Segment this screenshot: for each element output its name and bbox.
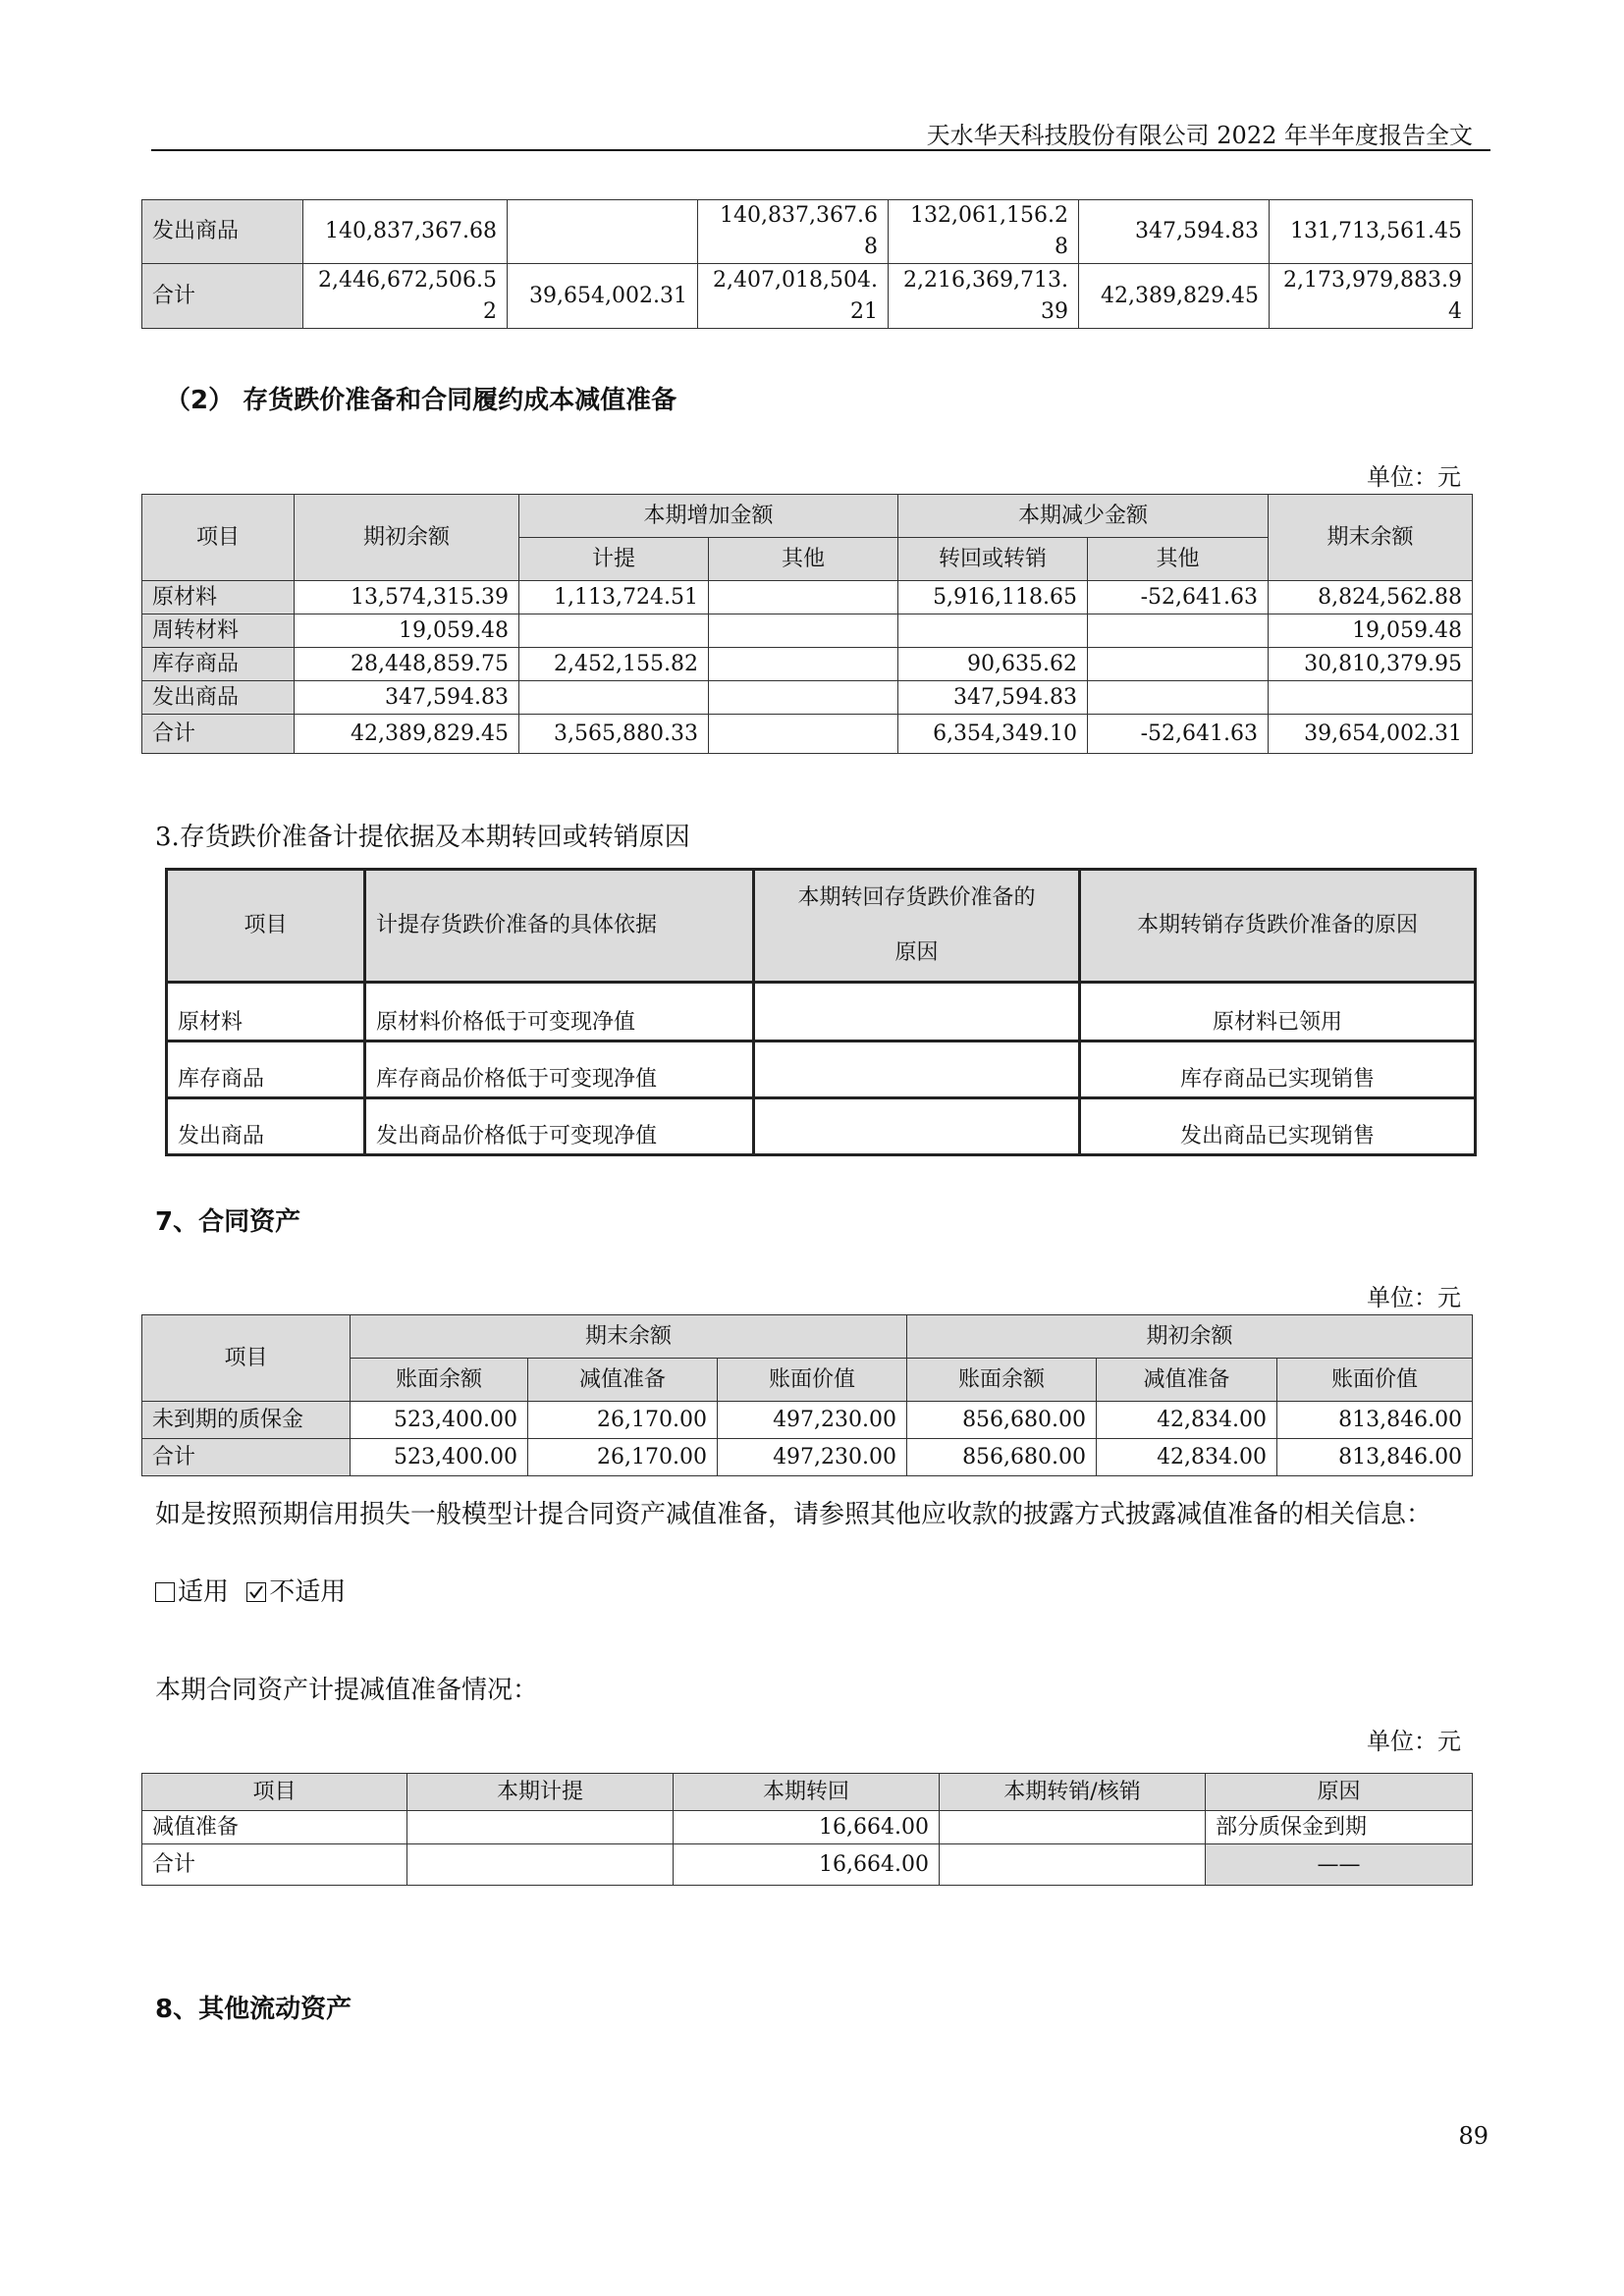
- header-closing: 期末余额: [1269, 495, 1473, 581]
- header-book-balance: 账面余额: [907, 1359, 1097, 1402]
- table-cell: 13,574,315.39: [295, 581, 519, 614]
- table-cell: 2,216,369,713.39: [889, 264, 1079, 329]
- header-reversal-line1: 本期转回存货跌价准备的: [797, 885, 1036, 910]
- table-cell: 497,230.00: [718, 1402, 907, 1439]
- table-cell: 16,664.00: [674, 1844, 940, 1886]
- header-book-balance: 账面余额: [351, 1359, 528, 1402]
- header-basis: 计提存货跌价准备的具体依据: [365, 870, 754, 983]
- inventory-impairment-table: [141, 494, 1473, 754]
- header-reversal-reason: [754, 870, 1080, 983]
- row-label: 合计: [142, 264, 303, 329]
- table-cell: [940, 1844, 1206, 1886]
- table-cell: 140,837,367.68: [698, 200, 889, 264]
- row-label: 库存商品: [142, 648, 295, 681]
- contract-assets-table: [141, 1314, 1473, 1476]
- table-row: [142, 1402, 1473, 1439]
- page-number: 89: [1458, 2122, 1489, 2150]
- table-cell: [709, 614, 898, 648]
- table-row: [142, 1844, 1473, 1886]
- table-cell: 131,713,561.45: [1270, 200, 1473, 264]
- header-reversal: 转回或转销: [898, 538, 1088, 581]
- header-item: 项目: [142, 1315, 351, 1402]
- table-cell: 347,594.83: [295, 681, 519, 715]
- row-label: 减值准备: [142, 1811, 407, 1844]
- table-row: [142, 200, 1473, 264]
- checkbox-checked-icon[interactable]: [246, 1582, 266, 1602]
- table-cell: [709, 648, 898, 681]
- table-cell: 523,400.00: [351, 1402, 528, 1439]
- unit-label: 单位：元: [1367, 1284, 1461, 1311]
- table-cell: 30,810,379.95: [1269, 648, 1473, 681]
- header-writeoff-reason: 本期转销存货跌价准备的原因: [1080, 870, 1476, 983]
- table-row: [142, 264, 1473, 329]
- table-cell: 2,446,672,506.52: [303, 264, 508, 329]
- table-row: [167, 1098, 1476, 1155]
- option-not-applicable: 不适用: [269, 1577, 347, 1607]
- header-decrease: 本期减少金额: [898, 495, 1269, 538]
- header-opening: 期初余额: [907, 1315, 1473, 1359]
- table-cell: 813,846.00: [1277, 1402, 1473, 1439]
- table-cell: [898, 614, 1088, 648]
- table-cell: 856,680.00: [907, 1402, 1097, 1439]
- table-cell: 库存商品价格低于可变现净值: [365, 1041, 754, 1098]
- row-label: 未到期的质保金: [142, 1402, 351, 1439]
- impairment-status-intro: 本期合同资产计提减值准备情况：: [155, 1676, 539, 1705]
- header-book-value: 账面价值: [718, 1359, 907, 1402]
- table-row: [142, 614, 1473, 648]
- table-cell: [709, 715, 898, 754]
- table-cell: 发出商品已实现销售: [1080, 1098, 1476, 1155]
- table-cell: 90,635.62: [898, 648, 1088, 681]
- table-cell: [519, 614, 709, 648]
- header-provision: 计提: [519, 538, 709, 581]
- table-cell: [709, 681, 898, 715]
- table-cell: 42,834.00: [1097, 1402, 1277, 1439]
- table-row: [142, 1811, 1473, 1844]
- row-label: 原材料: [142, 581, 295, 614]
- header-other: 其他: [709, 538, 898, 581]
- header-increase: 本期增加金额: [519, 495, 898, 538]
- table-cell: [519, 681, 709, 715]
- table-cell: 8,824,562.88: [1269, 581, 1473, 614]
- row-label: 原材料: [167, 983, 365, 1041]
- table-cell: [754, 1098, 1080, 1155]
- header-item: 项目: [167, 870, 365, 983]
- table-cell: 813,846.00: [1277, 1439, 1473, 1476]
- header-reversal: 本期转回: [674, 1774, 940, 1811]
- inventory-continued-table: [141, 199, 1473, 329]
- header-other: 其他: [1088, 538, 1269, 581]
- table-cell: 部分质保金到期: [1206, 1811, 1473, 1844]
- table-cell: 28,448,859.75: [295, 648, 519, 681]
- applicability-options: [155, 1573, 346, 1612]
- table-cell: 2,173,979,883.94: [1270, 264, 1473, 329]
- table-cell: 6,354,349.10: [898, 715, 1088, 754]
- table-cell: [1088, 648, 1269, 681]
- header-book-value: 账面价值: [1277, 1359, 1473, 1402]
- option-applicable: 适用: [178, 1577, 230, 1607]
- impairment-basis-table: [165, 868, 1477, 1156]
- row-label: 发出商品: [142, 681, 295, 715]
- table-cell: [754, 983, 1080, 1041]
- table-row: [167, 1041, 1476, 1098]
- table-cell: 42,389,829.45: [1079, 264, 1270, 329]
- table-cell: [407, 1811, 674, 1844]
- table-cell: 497,230.00: [718, 1439, 907, 1476]
- table-cell: [1088, 681, 1269, 715]
- row-label: 合计: [142, 715, 295, 754]
- table-cell: 发出商品价格低于可变现净值: [365, 1098, 754, 1155]
- row-label: 合计: [142, 1439, 351, 1476]
- header-item: 项目: [142, 495, 295, 581]
- unit-label: 单位：元: [1367, 1728, 1461, 1755]
- section-title-contract-assets: 7、合同资产: [155, 1207, 301, 1237]
- header-reversal-line2: 原因: [894, 940, 939, 965]
- table-cell: 3,565,880.33: [519, 715, 709, 754]
- unit-label: 单位：元: [1367, 463, 1461, 491]
- table-cell: 原材料价格低于可变现净值: [365, 983, 754, 1041]
- table-cell: [1269, 681, 1473, 715]
- table-cell: 26,170.00: [528, 1439, 718, 1476]
- contract-asset-impairment-table: [141, 1773, 1473, 1886]
- header-divider: [151, 149, 1490, 151]
- table-row: [142, 715, 1473, 754]
- header-provision: 本期计提: [407, 1774, 674, 1811]
- table-cell: 856,680.00: [907, 1439, 1097, 1476]
- table-cell: -52,641.63: [1088, 715, 1269, 754]
- row-label: 库存商品: [167, 1041, 365, 1098]
- table-cell: 19,059.48: [295, 614, 519, 648]
- table-row: [167, 983, 1476, 1041]
- table-cell: 523,400.00: [351, 1439, 528, 1476]
- table-cell: [709, 581, 898, 614]
- header-reason: 原因: [1206, 1774, 1473, 1811]
- header-writeoff: 本期转销/核销: [940, 1774, 1206, 1811]
- table-cell: 原材料已领用: [1080, 983, 1476, 1041]
- header-closing: 期末余额: [351, 1315, 907, 1359]
- table-cell: [1088, 614, 1269, 648]
- table-cell: 347,594.83: [1079, 200, 1270, 264]
- credit-loss-note: 如是按照预期信用损失一般模型计提合同资产减值准备，请参照其他应收款的披露方式披露减值准备的相关信息：: [155, 1500, 1433, 1529]
- table-cell: 42,834.00: [1097, 1439, 1277, 1476]
- checkbox-unchecked-icon[interactable]: [155, 1582, 175, 1602]
- row-label: 发出商品: [167, 1098, 365, 1155]
- header-item: 项目: [142, 1774, 407, 1811]
- table-cell: 16,664.00: [674, 1811, 940, 1844]
- table-cell: 5,916,118.65: [898, 581, 1088, 614]
- table-cell: 140,837,367.68: [303, 200, 508, 264]
- table-row: [142, 681, 1473, 715]
- table-cell: 132,061,156.28: [889, 200, 1079, 264]
- table-cell: 库存商品已实现销售: [1080, 1041, 1476, 1098]
- header-opening: 期初余额: [295, 495, 519, 581]
- page-header-title: 天水华天科技股份有限公司 2022 年半年度报告全文: [926, 122, 1473, 149]
- header-impairment: 减值准备: [528, 1359, 718, 1402]
- table-cell: 42,389,829.45: [295, 715, 519, 754]
- table-row: [142, 648, 1473, 681]
- table-cell: 347,594.83: [898, 681, 1088, 715]
- section-title-other-current-assets: 8、其他流动资产: [155, 1995, 352, 2024]
- table-cell: 26,170.00: [528, 1402, 718, 1439]
- row-label: 发出商品: [142, 200, 303, 264]
- table-cell: [940, 1811, 1206, 1844]
- table-cell: 39,654,002.31: [508, 264, 698, 329]
- header-impairment: 减值准备: [1097, 1359, 1277, 1402]
- row-label: 周转材料: [142, 614, 295, 648]
- section-title-impairment: （2） 存货跌价准备和合同履约成本减值准备: [165, 386, 677, 415]
- table-cell: [754, 1041, 1080, 1098]
- table-cell: 39,654,002.31: [1269, 715, 1473, 754]
- table-cell: 19,059.48: [1269, 614, 1473, 648]
- row-label: 合计: [142, 1844, 407, 1886]
- table-cell: [508, 200, 698, 264]
- table-cell: 1,113,724.51: [519, 581, 709, 614]
- table-row: [142, 581, 1473, 614]
- table-cell: 2,452,155.82: [519, 648, 709, 681]
- table-cell: ——: [1206, 1844, 1473, 1886]
- table-cell: 2,407,018,504.21: [698, 264, 889, 329]
- table-row: [142, 1439, 1473, 1476]
- table-cell: -52,641.63: [1088, 581, 1269, 614]
- section-title-basis: 3.存货跌价准备计提依据及本期转回或转销原因: [155, 823, 690, 852]
- table-cell: [407, 1844, 674, 1886]
